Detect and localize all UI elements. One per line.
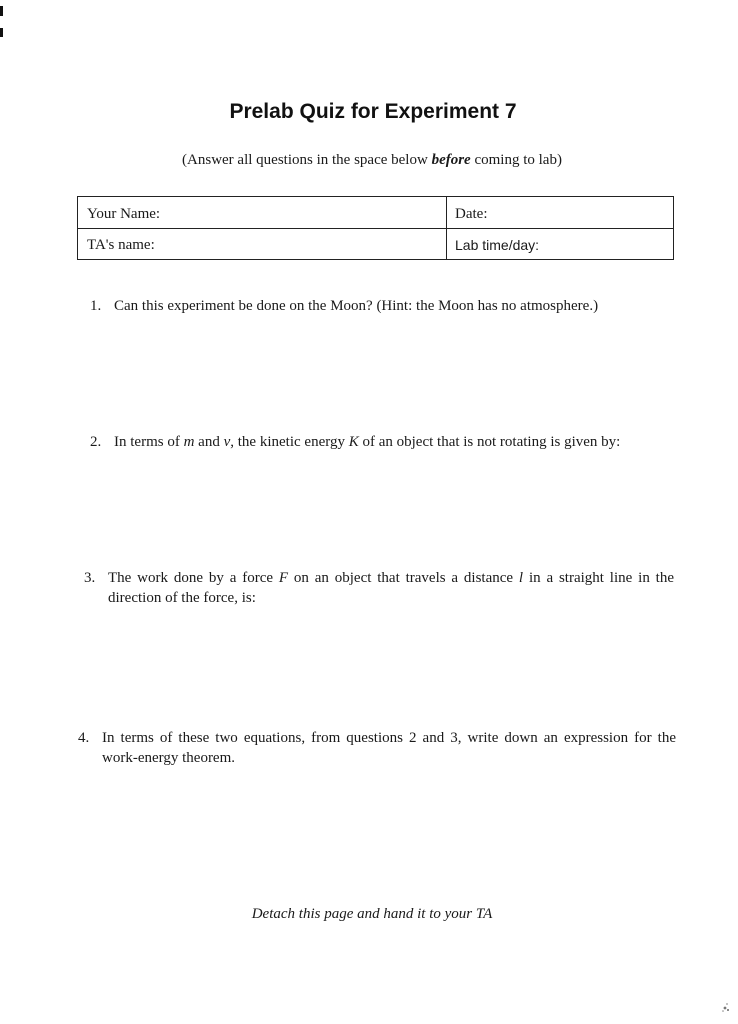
- your-name-field[interactable]: [78, 197, 447, 228]
- question-text: Can this experiment be done on the Moon? (Hint: the Moon has no atmosphere.): [114, 298, 599, 314]
- binder-mark: [0, 6, 3, 16]
- question-text: of an object that is not rotating is given by:: [358, 434, 621, 450]
- question-text: In terms of these two equations, from questions 2 and 3, write down an expression for the: [102, 730, 676, 746]
- question-line: [78, 728, 676, 748]
- variable-v: v: [223, 434, 231, 450]
- lab-time-label: Lab time/day:: [455, 237, 540, 253]
- date-field[interactable]: [447, 197, 673, 228]
- variable-K: K: [348, 434, 359, 450]
- variable-l: l: [518, 570, 524, 586]
- footer-note: Detach this page and hand it to your TA: [251, 906, 493, 922]
- instructions-text-end: coming to lab): [470, 152, 562, 168]
- your-name-label: Your Name:: [87, 206, 161, 222]
- ta-name-label: TA's name:: [87, 237, 155, 253]
- info-row: [78, 228, 673, 259]
- instructions-text: (Answer all questions in the space below: [182, 152, 432, 168]
- variable-F: F: [278, 570, 289, 586]
- question-text: The work done by a force: [108, 570, 279, 586]
- question-text: and: [194, 434, 224, 450]
- question-line: [84, 568, 674, 588]
- page-title: Prelab Quiz for Experiment 7: [229, 100, 517, 123]
- question-text: direction of the force, is:: [108, 590, 256, 606]
- question-3: [84, 568, 674, 608]
- question-text: In terms of: [114, 434, 184, 450]
- date-label: Date:: [455, 206, 488, 222]
- binder-mark: [0, 28, 3, 37]
- question-1: [90, 296, 690, 316]
- question-number: 3.: [84, 570, 96, 586]
- question-text: on an object that travels a distance: [288, 570, 519, 586]
- question-number: 4.: [78, 730, 90, 746]
- question-4: [78, 728, 676, 768]
- lab-time-field[interactable]: [447, 228, 673, 259]
- variable-m: m: [183, 434, 195, 450]
- question-number: 1.: [90, 298, 102, 314]
- question-text: work-energy theorem.: [102, 750, 236, 766]
- question-text: in a straight line in the: [523, 570, 674, 586]
- instructions-emphasis: before: [431, 152, 471, 168]
- question-text: , the kinetic energy: [230, 434, 349, 450]
- ta-name-field[interactable]: [78, 228, 447, 259]
- question-2: [90, 432, 690, 452]
- instructions: [0, 152, 738, 169]
- question-number: 2.: [90, 434, 102, 450]
- scan-speck-decoration: [716, 994, 730, 1014]
- info-row: [78, 197, 673, 229]
- student-info-table: [77, 196, 674, 260]
